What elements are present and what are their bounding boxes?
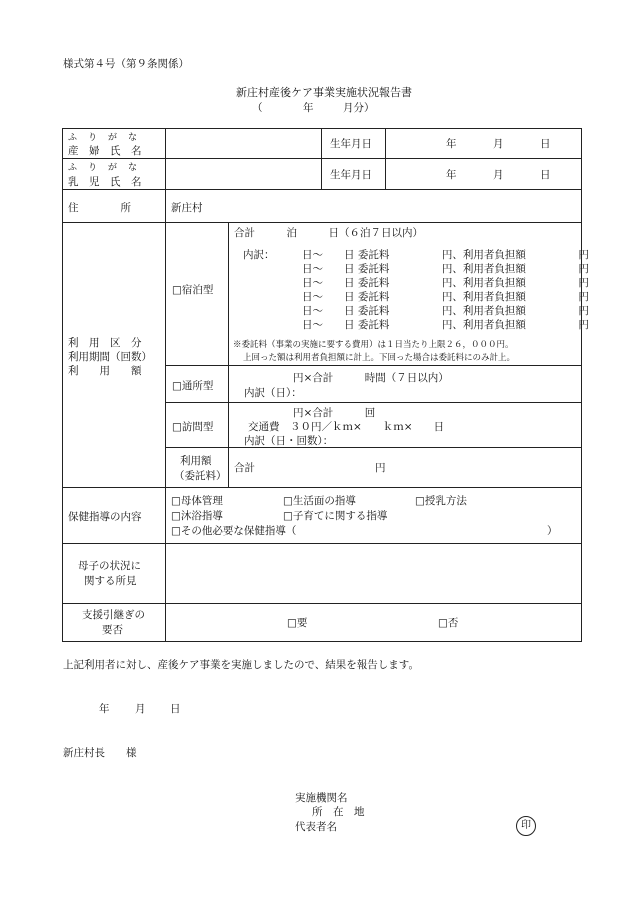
addressee: 新庄村長 様 xyxy=(63,747,137,759)
visit-line-3: 内訳（日・回数）： xyxy=(244,435,334,447)
handover-no-checkbox[interactable]: □否 xyxy=(438,617,459,629)
guidance-option-maternal[interactable]: □母体管理 xyxy=(171,495,223,507)
stay-type-checkbox[interactable]: □宿泊型 xyxy=(172,284,214,296)
guidance-option-childcare[interactable]: □子育てに関する指導 xyxy=(283,510,388,522)
institution-representative-label: 代表者名 xyxy=(295,821,337,833)
stay-note-2: 上回った額は利用者負担額に計上。下回った場合は委託料にのみ計上。 xyxy=(243,353,516,363)
title-period-open: （ xyxy=(252,102,263,114)
form-title: 新庄村産後ケア事業実施状況報告書 xyxy=(236,86,412,99)
mother-dob-month: 月 xyxy=(493,138,504,150)
title-period-year: 年 xyxy=(303,102,314,114)
handover-label-2: 要否 xyxy=(102,624,123,636)
findings-label-1: 母子の状況に xyxy=(78,560,141,572)
day-line-2: 内訳（日）： xyxy=(244,387,302,399)
visit-line-1: 円×合計 回 xyxy=(293,407,376,419)
child-name-label: 乳 児 氏 名 xyxy=(68,176,142,188)
title-period-month: 月分） xyxy=(343,102,375,114)
amount-label-1: 利用額 xyxy=(180,455,212,467)
amount-total-unit: 円 xyxy=(375,462,386,474)
guidance-label: 保健指導の内容 xyxy=(68,511,142,523)
child-name-field[interactable] xyxy=(171,161,317,187)
findings-label-2: 関する所見 xyxy=(84,575,137,587)
mother-furigana-label: ふ り が な xyxy=(68,133,139,143)
child-dob-day: 日 xyxy=(540,169,551,181)
report-date-year: 年 xyxy=(99,703,110,715)
stay-line: 日～ 日 委託料 円、利用者負担額 円 xyxy=(302,319,589,331)
guidance-option-bathing[interactable]: □沐浴指導 xyxy=(171,510,223,522)
report-date-month: 月 xyxy=(135,703,146,715)
usage-category-label: 利 用 区 分 xyxy=(68,337,142,349)
visit-type-checkbox[interactable]: □訪問型 xyxy=(172,421,214,433)
amount-total-label: 合計 xyxy=(234,462,255,474)
seal-icon: 印 xyxy=(516,816,536,836)
mother-name-label: 産 婦 氏 名 xyxy=(68,145,142,157)
amount-label-2: （委託料） xyxy=(174,470,227,482)
visit-line-2: 交通費 ３０円／ｋｍ× ｋｍ× 日 xyxy=(248,421,445,433)
institution-address-label: 所 在 地 xyxy=(312,806,365,818)
mother-dob-year: 年 xyxy=(446,138,457,150)
usage-amount-label: 利 用 額 xyxy=(68,365,142,377)
usage-period-label: 利用期間（回数） xyxy=(68,351,152,363)
stay-line: 日～ 日 委託料 円、利用者負担額 円 xyxy=(302,263,589,275)
stay-note-1: ※委託料（事業の実施に要する費用）は１日当たり上限２６，０００円。 xyxy=(233,340,514,350)
child-dob-month: 月 xyxy=(493,169,504,181)
findings-field[interactable] xyxy=(171,547,575,599)
child-dob-year: 年 xyxy=(446,169,457,181)
guidance-option-feeding[interactable]: □授乳方法 xyxy=(415,495,467,507)
address-value: 新庄村 xyxy=(171,202,203,214)
institution-name-label: 実施機関名 xyxy=(295,792,348,804)
stay-total: 合計 泊 日（６泊７日以内） xyxy=(234,227,423,239)
report-statement: 上記利用者に対し、産後ケア事業を実施しましたので、結果を報告します。 xyxy=(63,659,419,671)
child-furigana-label: ふ り が な xyxy=(68,163,139,173)
child-dob-label: 生年月日 xyxy=(330,169,372,181)
handover-yes-checkbox[interactable]: □要 xyxy=(287,617,308,629)
stay-line: 日～ 日 委託料 円、利用者負担額 円 xyxy=(302,291,589,303)
mother-name-field[interactable] xyxy=(171,130,317,156)
stay-line: 日～ 日 委託料 円、利用者負担額 円 xyxy=(302,305,589,317)
address-label: 住 所 xyxy=(68,202,131,214)
day-type-checkbox[interactable]: □通所型 xyxy=(172,380,214,392)
report-date-day: 日 xyxy=(170,703,181,715)
stay-line: 日～ 日 委託料 円、利用者負担額 円 xyxy=(302,277,589,289)
stay-line: 日～ 日 委託料 円、利用者負担額 円 xyxy=(302,249,589,261)
guidance-option-lifestyle[interactable]: □生活面の指導 xyxy=(283,495,356,507)
day-line-1: 円×合計 時間（７日以内） xyxy=(293,372,449,384)
mother-dob-day: 日 xyxy=(540,138,551,150)
form-number: 様式第４号（第９条関係） xyxy=(63,58,189,70)
stay-breakdown-label: 内訳： xyxy=(243,249,275,261)
guidance-close-paren: ） xyxy=(547,525,558,537)
handover-label-1: 支援引継ぎの xyxy=(82,609,145,621)
mother-dob-label: 生年月日 xyxy=(330,138,372,150)
guidance-option-other[interactable]: □その他必要な保健指導（ xyxy=(171,525,297,537)
